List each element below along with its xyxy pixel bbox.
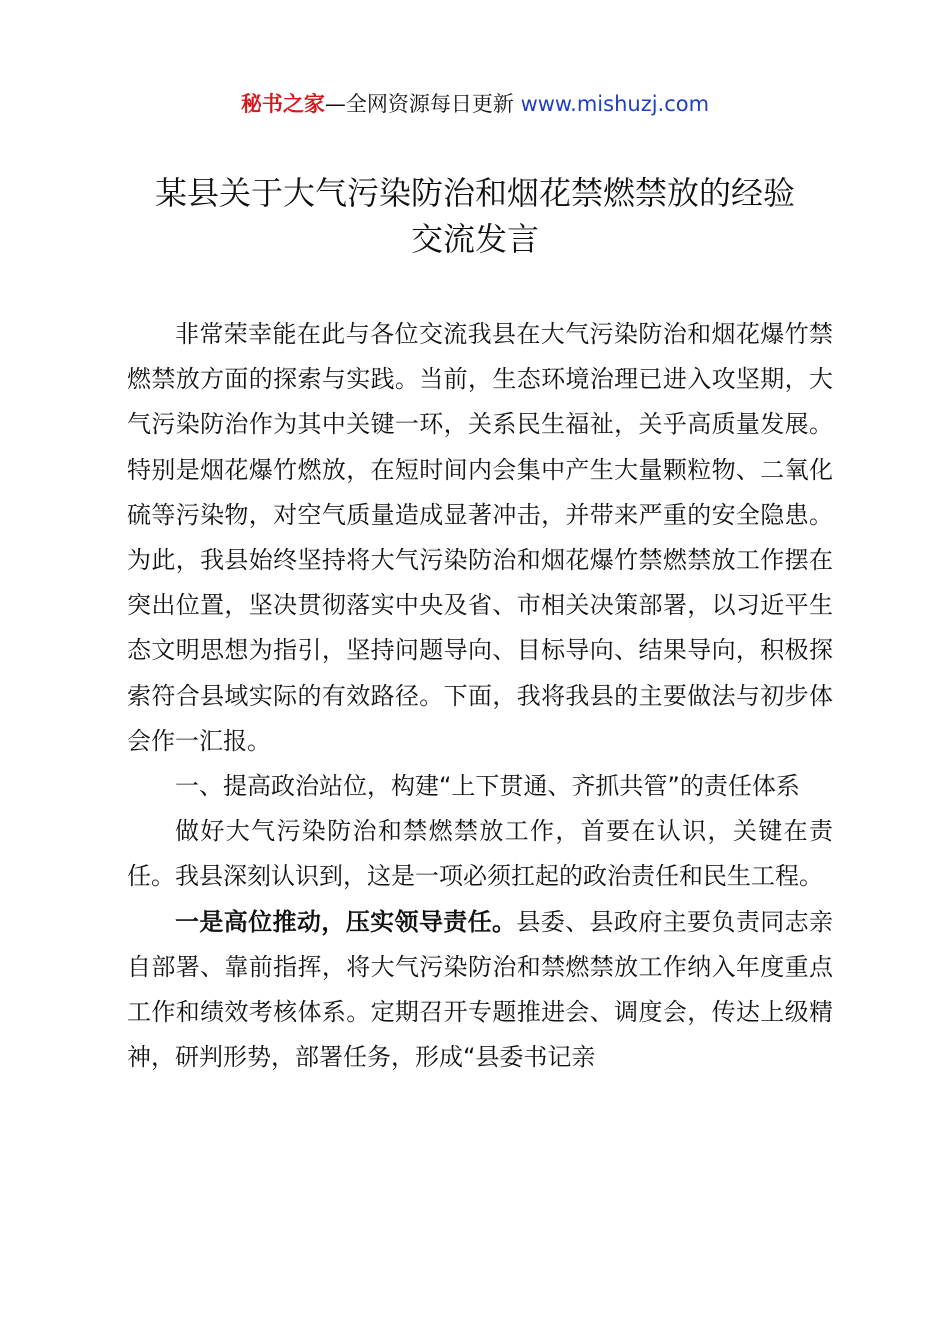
section-heading-1: 一、提高政治站位，构建“上下贯通、齐抓共管”的责任体系	[175, 772, 800, 801]
header-tagline: —全网资源每日更新	[324, 92, 521, 116]
paragraph-leadership-body: 县委、县政府主要负责同志亲自部署、靠前指挥，将大气污染防治和禁燃禁放工作纳入年度重点工作和绩效考核体系。定期召开专题推进会、调度会，传达上级精神，研判形势，部署任务，形成“县委书记亲	[127, 907, 834, 1072]
site-url-link[interactable]: www.mishuzj.com	[520, 92, 710, 116]
paragraph-intro: 非常荣幸能在此与各位交流我县在大气污染防治和烟花爆竹禁燃禁放方面的探索与实践。当前，生态环境治理已进入攻坚期，大气污染防治作为其中关键一环，关系民生福祉，关乎高质量发展。特别是烟花爆竹燃放，在短时间内会集中产生大量颗粒物、二氧化硫等污染物，对空气质量造成显著冲击，并带来严重的安全隐患。为此，我县始终坚持将大气污染防治和烟花爆竹禁燃禁放工作摆在突出位置，坚决贯彻落实中央及省、市相关决策部署，以习近平生态文明思想为指引，坚持问题导向、目标导向、结果导向，积极探索符合县域实际的有效路径。下面，我将我县的主要做法与初步体会作一汇报。	[127, 320, 833, 755]
paragraph-responsibility: 做好大气污染防治和禁燃禁放工作，首要在认识，关键在责任。我县深刻认识到，这是一项必须扛起的政治责任和民生工程。	[127, 817, 833, 891]
paragraph-lead-phrase: 一是高位推动，压实领导责任。	[175, 907, 517, 936]
title-line-2: 交流发言	[410, 220, 539, 258]
paragraph-leadership	[127, 900, 833, 1081]
document-title	[110, 170, 840, 262]
title-line-1: 某县关于大气污染防治和烟花禁燃禁放的经验	[154, 174, 795, 212]
brand-name: 秘书之家	[240, 92, 325, 116]
site-header	[0, 88, 950, 120]
document-body	[127, 312, 833, 1080]
